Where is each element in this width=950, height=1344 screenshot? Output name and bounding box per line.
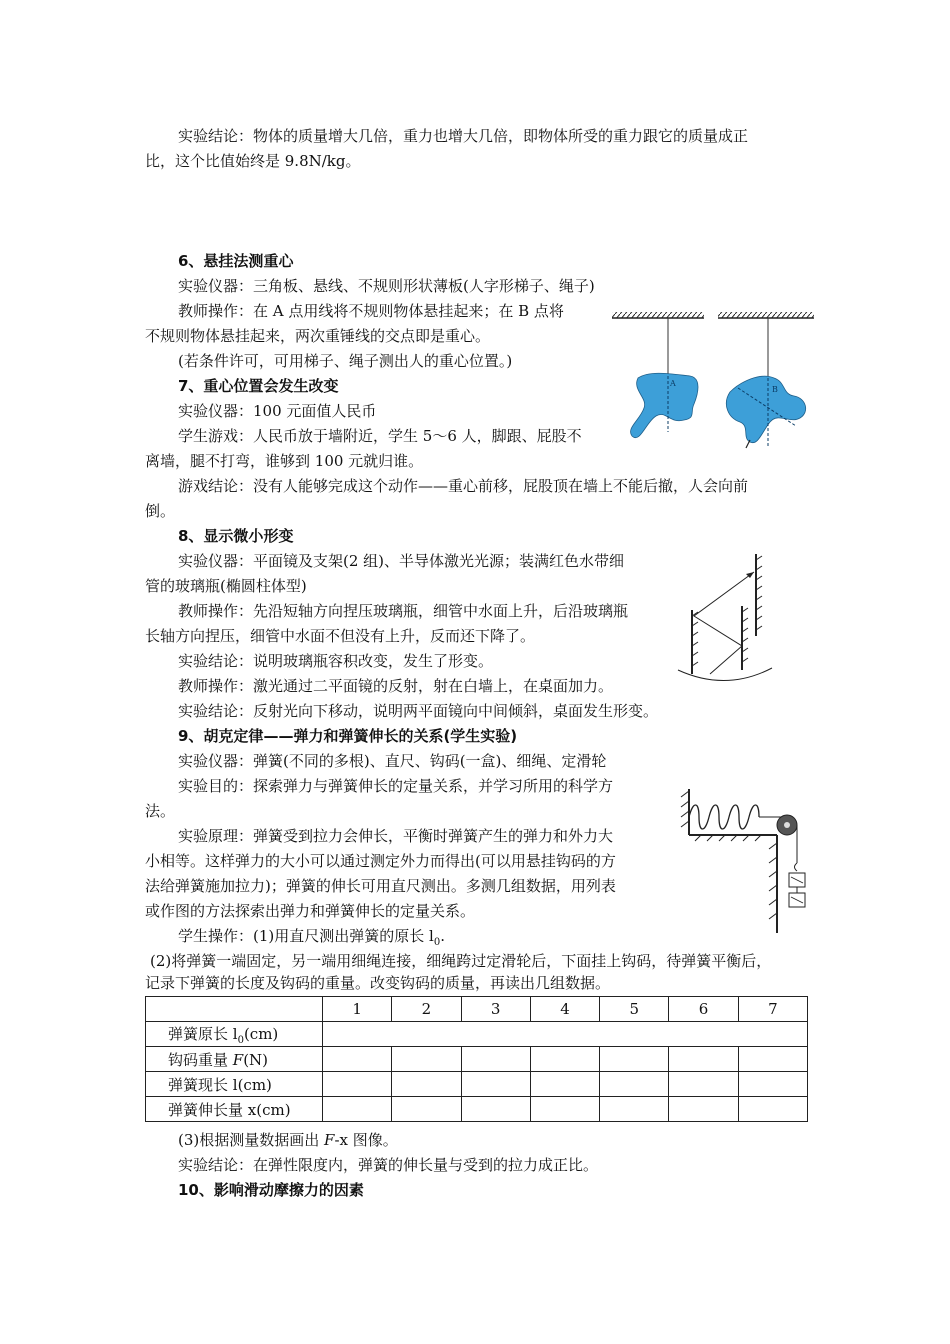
table-cell [323,1072,392,1097]
s9-step-3 [178,1128,398,1153]
s8-instruments-line-2: 管的玻璃瓶(椭圆柱体型) [145,577,307,595]
section-8-heading: 8、显示微小形变 [178,527,294,545]
s9-step-2-line-1: (2)将弹簧一端固定，另一端用细绳连接，细绳跨过定滑轮后，下面挂上钩码，待弹簧平衡后， [150,952,772,970]
s9-step-3-text: (3)根据测量数据画出 [178,1131,325,1149]
row-header-current-length: 弹簧现长 l(cm) [146,1072,323,1097]
table-cell [461,1072,530,1097]
s7-game-line-1: 学生游戏：人民币放于墙附近，学生 5～6 人，脚跟、屁股不 [178,427,582,445]
table-cell [323,1047,392,1072]
s9-principle-line-4: 或作图的方法探索出弹力和弹簧伸长的定量关系。 [145,902,476,920]
table-col-header: 4 [530,997,599,1022]
table-cell [392,1047,461,1072]
label-b: B [772,385,778,394]
pulley-axle-icon [784,822,790,828]
irregular-plate-b [726,376,805,443]
s9-aim-line-2: 法。 [145,802,176,820]
table-corner-cell [146,997,323,1022]
table-cell [738,1097,807,1122]
table-cell-merged [323,1022,808,1047]
s9-step-3-end: -x 图像。 [334,1131,398,1149]
suspension-center-of-gravity-figure [610,308,816,456]
s6-note: (若条件许可，可用梯子、绳子测出人的重心位置。) [178,352,513,370]
table-cell [669,1047,738,1072]
section-7-heading: 7、重心位置会发生改变 [178,377,339,395]
s6-instruments: 实验仪器：三角板、悬线、不规则形状薄板(人字形梯子、绳子) [178,277,595,295]
row-header-unit: (cm) [243,1024,279,1043]
s9-step-3-variable: F [324,1131,335,1149]
s9-conclusion: 实验结论：在弹性限度内，弹簧的伸长量与受到的拉力成正比。 [178,1156,599,1174]
table-cell [530,1047,599,1072]
table-cell [323,1097,392,1122]
s8-operation-3: 教师操作：激光通过二平面镜的反射，射在白墙上，在桌面加力。 [178,677,614,695]
s6-operation-line-1: 教师操作：在 A 点用线将不规则物体悬挂起来；在 B 点将 [178,302,564,320]
table-col-header: 1 [323,997,392,1022]
table-cell [530,1072,599,1097]
conclusion-line-1: 实验结论：物体的质量增大几倍，重力也增大几倍，即物体所受的重力跟它的质量成正 [178,127,749,145]
left-wall-hatch [681,791,689,827]
s9-step-1-end: . [440,927,445,945]
s8-conclusion-2: 实验结论：反射光向下移动，说明两平面镜向中间倾斜，桌面发生形变。 [178,702,659,720]
table-cell [600,1097,669,1122]
table-row [146,1072,808,1097]
s9-step-1-text: 学生操作：(1)用直尺测出弹簧的原长 l [178,927,434,945]
row-header-text: 弹簧原长 l [168,1024,238,1043]
table-cell [530,1097,599,1122]
bench-side-hatch [769,843,777,919]
section-9-heading: 9、胡克定律——弹力和弹簧伸长的关系(学生实验) [178,727,518,745]
laser-path [694,572,754,674]
table-col-header: 6 [669,997,738,1022]
small-mark [746,440,750,448]
s8-conclusion-1: 实验结论：说明玻璃瓶容积改变，发生了形变。 [178,652,494,670]
table-header-row [146,997,808,1022]
s8-operation-line-1: 教师操作：先沿短轴方向捏压玻璃瓶，细管中水面上升，后沿玻璃瓶 [178,602,629,620]
s9-step-2-line-2: 记录下弹簧的长度及钩码的重量。改变钩码的质量，再读出几组数据。 [145,974,611,992]
s9-principle-line-1: 实验原理：弹簧受到拉力会伸长，平衡时弹簧产生的弹力和外力大 [178,827,614,845]
s8-operation-line-2: 长轴方向捏压，细管中水面不但没有上升，反而还下降了。 [145,627,536,645]
s9-principle-line-3: 法给弹簧施加拉力)；弹簧的伸长可用直尺测出。多测几组数据，用列表 [145,877,616,895]
table-row [146,1047,808,1072]
s7-conclusion-line-1: 游戏结论：没有人能够完成这个动作——重心前移，屁股顶在墙上不能后撤，人会向前 [178,477,749,495]
irregular-plate-a [631,373,698,438]
s9-aim-line-1: 实验目的：探索弹力与弹簧伸长的定量关系，并学习所用的科学方 [178,777,614,795]
s9-principle-line-2: 小相等。这样弹力的大小可以通过测定外力而得出(可以用悬挂钩码的方 [145,852,616,870]
table-cell [461,1097,530,1122]
table-cell [600,1047,669,1072]
row-header-variable: F [232,1050,244,1069]
row-header-extension: 弹簧伸长量 x(cm) [146,1097,323,1122]
label-a: A [670,379,676,388]
s8-instruments-line-1: 实验仪器：平面镜及支架(2 组)、半导体激光光源；装满红色水带细 [178,552,625,570]
s7-instruments: 实验仪器：100 元面值人民币 [178,402,377,420]
s9-instruments: 实验仪器：弹簧(不同的多根)、直尺、钩码(一盒)、细绳、定滑轮 [178,752,607,770]
s6-operation-line-2: 不规则物体悬挂起来，两次重锤线的交点即是重心。 [145,327,491,345]
table-cell [669,1072,738,1097]
table-cell [669,1097,738,1122]
row-header-unit: (N) [243,1050,269,1069]
table-row [146,1022,808,1047]
table-cell [738,1072,807,1097]
ceiling-right [718,312,814,318]
row-header-hook-weight [146,1047,323,1072]
table-cell [600,1072,669,1097]
row-header-original-length [146,1022,323,1047]
conclusion-line-2: 比，这个比值始终是 9.8N/kg。 [145,152,361,170]
table-cell [461,1047,530,1072]
spring-coil [689,805,759,829]
s7-game-line-2: 离墙，腿不打弯，谁够到 100 元就归谁。 [145,452,424,470]
hook-icon [795,863,798,871]
table-row [146,1097,808,1122]
ceiling-left [612,312,704,318]
s7-conclusion-line-2: 倒。 [145,502,176,520]
table-col-header: 5 [600,997,669,1022]
table-cell [392,1072,461,1097]
table-col-header: 3 [461,997,530,1022]
table-col-header: 2 [392,997,461,1022]
table-cell [392,1097,461,1122]
row-header-text: 钩码重量 [168,1050,233,1069]
section-6-heading: 6、悬挂法测重心 [178,252,294,270]
row-header-subscript: 0 [237,1034,244,1046]
s9-step-1-subscript: 0 [433,937,441,948]
mirror-laser-figure [676,550,776,686]
section-10-heading: 10、影响滑动摩擦力的因素 [178,1181,364,1199]
table-cell [738,1047,807,1072]
measurement-table [145,996,808,1122]
table-col-header: 7 [738,997,807,1022]
spring-pulley-figure [675,787,815,937]
